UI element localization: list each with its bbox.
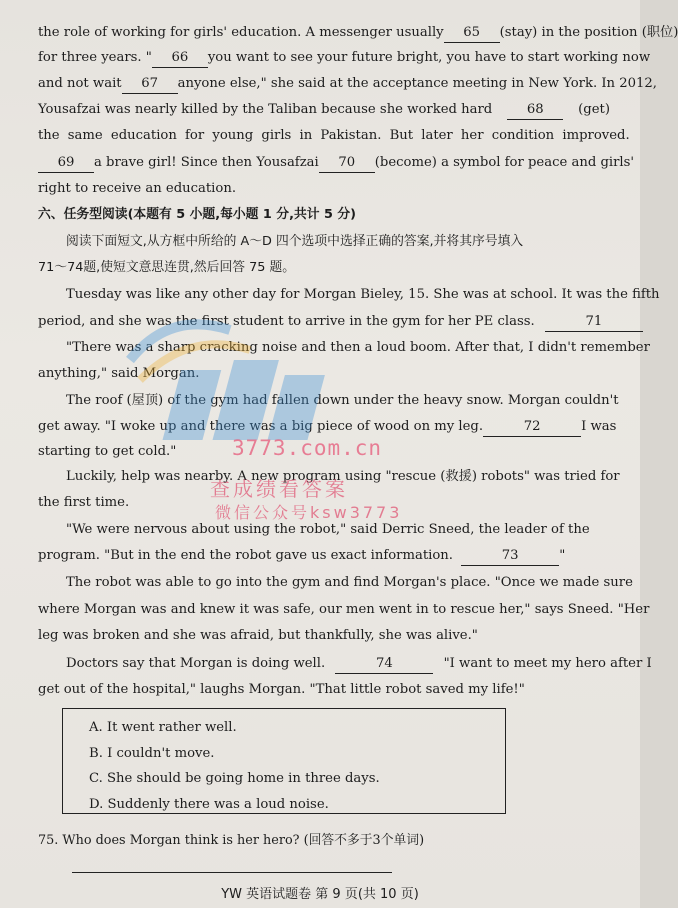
- passage-line-3: and not wait 67 anyone else," she said at the acceptance meeting in New York. In 2012,: [38, 75, 610, 94]
- passage-line-2: for three years. " 66 you want to see your future bright, you have to start working now: [38, 49, 610, 68]
- blank-74[interactable]: 74: [335, 655, 433, 674]
- blank-66[interactable]: 66: [152, 49, 208, 68]
- instruction-1: 阅读下面短文,从方框中所给的 A～D 四个选项中选择正确的答案,并将其序号填入: [66, 234, 524, 249]
- para-4-line-1: Luckily, help was nearby. A new program using "rescue (救援) robots" was tried for: [66, 469, 620, 484]
- para-3-line-1: The roof (屋顶) of the gym had fallen down under the heavy snow. Morgan couldn't: [66, 393, 619, 408]
- para-6-line-2: where Morgan was and knew it was safe, our men went in to rescue her," says Sneed. "Her: [38, 602, 650, 617]
- para-1-line-1: Tuesday was like any other day for Morgan Bieley, 15. She was at school. It was the fifth: [66, 287, 660, 302]
- para-1-line-2: period, and she was the first student to arrive in the gym for her PE class. 71: [38, 313, 610, 332]
- blank-65[interactable]: 65: [444, 24, 500, 43]
- para-2-line-2: anything," said Morgan.: [38, 366, 200, 381]
- answer-line-75[interactable]: [72, 872, 392, 873]
- option-b[interactable]: B. I couldn't move.: [89, 745, 215, 761]
- option-d[interactable]: D. Suddenly there was a loud noise.: [89, 796, 329, 812]
- para-7-line-2: get out of the hospital," laughs Morgan. "That little robot saved my life!": [38, 682, 525, 697]
- passage-line-7: right to receive an education.: [38, 181, 237, 196]
- blank-70[interactable]: 70: [319, 154, 375, 173]
- para-2-line-1: "There was a sharp cracking noise and then a loud boom. After that, I didn't remember: [66, 340, 650, 355]
- question-75: 75. Who does Morgan think is her hero? (回答不多于3个单词): [38, 833, 425, 848]
- watermark-text-1: 查成绩看答案: [210, 477, 348, 501]
- para-4-line-2: the first time.: [38, 495, 130, 510]
- para-3-line-2: get away. "I woke up and there was a big piece of wood on my leg. 72 I was: [38, 418, 610, 437]
- option-a[interactable]: A. It went rather well.: [89, 720, 237, 735]
- para-6-line-3: leg was broken and she was afraid, but thankfully, she was alive.": [38, 628, 478, 643]
- blank-69[interactable]: 69: [38, 154, 94, 173]
- passage-line-6: 69 a brave girl! Since then Yousafzai 70 (become) a symbol for peace and girls': [38, 154, 610, 173]
- para-5-line-1: "We were nervous about using the robot," said Derric Sneed, the leader of the: [66, 522, 590, 537]
- passage-line-4: Yousafzai was nearly killed by the Taliban because she worked hard 68 (get): [38, 101, 610, 120]
- option-c[interactable]: C. She should be going home in three days.: [89, 771, 380, 786]
- page-footer: YW 英语试题卷 第 9 页(共 10 页): [221, 887, 419, 902]
- watermark-text-2: 微信公众号ksw3773: [215, 503, 403, 522]
- blank-71[interactable]: 71: [545, 313, 643, 332]
- blank-67[interactable]: 67: [122, 75, 178, 94]
- watermark-url: 3773.com.cn: [232, 436, 383, 460]
- para-7-line-1: Doctors say that Morgan is doing well. 74 "I want to meet my hero after I: [38, 655, 610, 674]
- section-title: 六、任务型阅读(本题有 5 小题,每小题 1 分,共计 5 分): [38, 207, 357, 222]
- para-5-line-2: program. "But in the end the robot gave us exact information. 73 ": [38, 547, 610, 566]
- para-6-line-1: The robot was able to go into the gym and find Morgan's place. "Once we made sure: [66, 575, 633, 590]
- para-3-line-3: starting to get cold.": [38, 444, 177, 459]
- options-box: [62, 708, 506, 814]
- blank-68[interactable]: 68: [507, 101, 563, 120]
- passage-line-5: the same education for young girls in Pakistan. But later her condition improved.: [38, 128, 630, 143]
- instruction-2: 71～74题,使短文意思连贯,然后回答 75 题。: [38, 260, 296, 275]
- blank-72[interactable]: 72: [483, 418, 581, 437]
- blank-73[interactable]: 73: [461, 547, 559, 566]
- passage-line-1: the role of working for girls' education. A messenger usually 65 (stay) in the position (职位): [38, 24, 610, 43]
